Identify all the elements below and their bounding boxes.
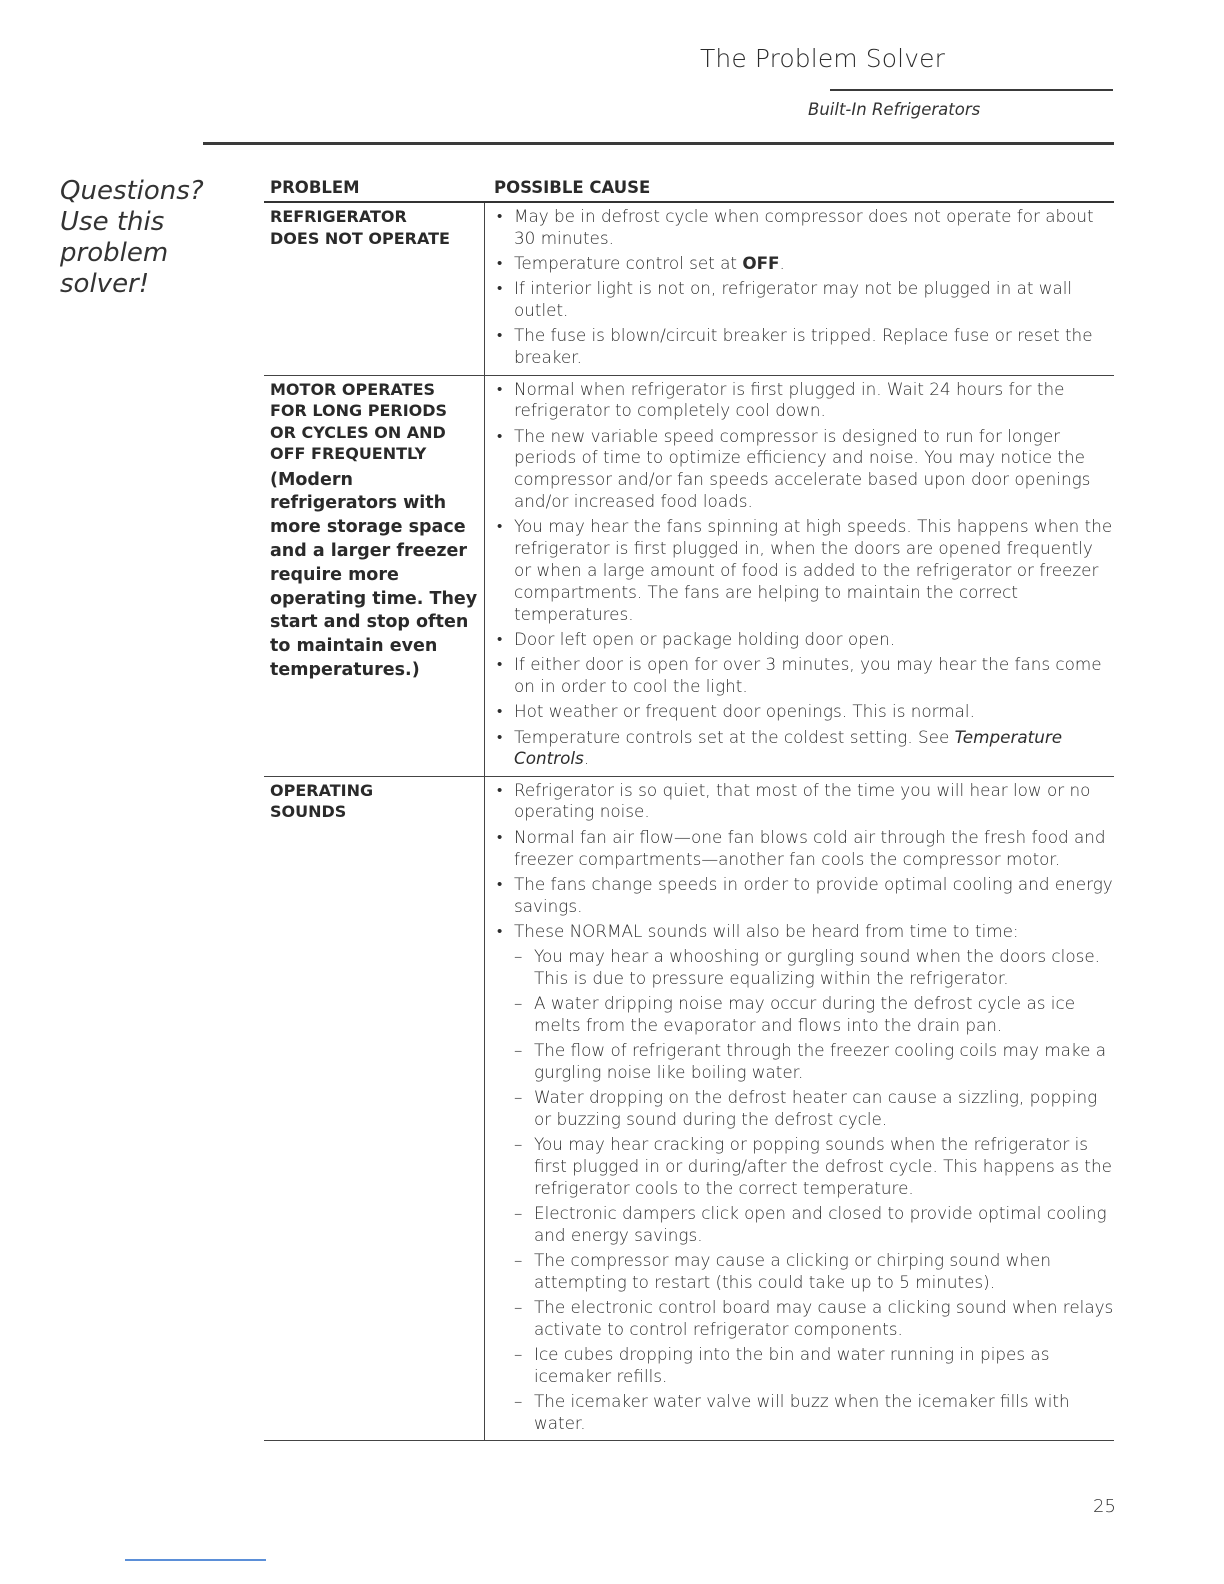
sub-list-item: – You may hear cracking or popping sounds when the refrigerator is first plugged in or during/after the defrost cycle. This happens as the refrigerator cools to the correct temperature. (514, 1134, 1114, 1199)
side-note-line: solver! (60, 269, 150, 299)
cause-cell (485, 777, 1114, 1441)
problem-title (270, 379, 484, 465)
sub-list-item: – You may hear a whooshing or gurgling sound when the doors close. This is due to pressure equalizing within the refrigerator. (514, 946, 1114, 990)
cause-cell (485, 376, 1114, 776)
sub-list-item: – The electronic control board may cause a clicking sound when relays activate to control refrigerator components. (514, 1297, 1114, 1341)
problem-title-line: MOTOR OPERATES (270, 379, 436, 399)
list-item-text: These NORMAL sounds will also be heard from time to time: (514, 920, 1019, 941)
list-item (494, 253, 1114, 275)
problem-title (270, 206, 484, 249)
cause-cell (485, 203, 1114, 375)
problem-cell (264, 376, 485, 776)
list-item: • Refrigerator is so quiet, that most of the time you will hear low or no operating noise. (494, 780, 1114, 824)
list-item-text: Temperature control set at (514, 253, 743, 274)
sub-list-item: – The flow of refrigerant through the freezer cooling coils may make a gurgling noise like boiling water. (514, 1040, 1114, 1084)
table-row (264, 203, 1114, 376)
problem-cell (264, 777, 485, 1441)
problem-title-line: OR CYCLES ON AND (270, 422, 446, 442)
sub-list-item: – Ice cubes dropping into the bin and water running in pipes as icemaker refills. (514, 1344, 1114, 1388)
list-item: • Hot weather or frequent door openings. This is normal. (494, 701, 1114, 723)
header-rule-long (203, 142, 1114, 145)
list-item: • Normal fan air flow—one fan blows cold air through the fresh food and freezer compartments—another fan cools the compressor motor. (494, 827, 1114, 871)
cross-reference: Temperature Controls (514, 726, 1063, 769)
side-note-line: Questions? (60, 176, 204, 206)
problem-title (270, 780, 484, 823)
table-row (264, 777, 1114, 1442)
sub-list (514, 946, 1114, 1435)
problem-title-line: REFRIGERATOR (270, 207, 407, 226)
side-note (60, 176, 220, 300)
problem-title-line: DOES NOT OPERATE (270, 228, 450, 248)
column-header-cause: POSSIBLE CAUSE (494, 178, 651, 197)
sub-list-item: – A water dripping noise may occur during the defrost cycle as ice melts from the evaporator and flows into the drain pan. (514, 993, 1114, 1037)
sub-list-item: – The icemaker water valve will buzz when the icemaker fills with water. (514, 1391, 1114, 1435)
list-item-bold: OFF (742, 253, 780, 274)
list-item: • The fuse is blown/circuit breaker is tripped. Replace fuse or reset the breaker. (494, 325, 1114, 369)
table-row (264, 376, 1114, 777)
list-item: • The fans change speeds in order to provide optimal cooling and energy savings. (494, 874, 1114, 918)
sub-list-item: – Electronic dampers click open and closed to provide optimal cooling and energy savings. (514, 1203, 1114, 1247)
list-item (494, 921, 1114, 1435)
list-item: • Door left open or package holding door open. (494, 629, 1114, 651)
side-note-line: Use this (60, 207, 165, 237)
list-item: • You may hear the fans spinning at high speeds. This happens when the refrigerator is first plugged in, when the doors are opened frequently or when a large amount of food is added to the refrigerator or freezer compartments. The fans are helping to maintain the correct temperatures. (494, 516, 1114, 625)
problem-title-line: OPERATING (270, 780, 374, 800)
list-item (494, 727, 1114, 771)
list-item: • Normal when refrigerator is first plugged in. Wait 24 hours for the refrigerator to completely cool down. (494, 379, 1114, 423)
list-item-text: . (583, 748, 590, 769)
side-note-line: problem (60, 238, 169, 268)
sub-list-item: – The compressor may cause a clicking or chirping sound when attempting to restart (this could take up to 5 minutes). (514, 1250, 1114, 1294)
header-rule-short (830, 89, 1113, 91)
sub-list-item: – Water dropping on the defrost heater can cause a sizzling, popping or buzzing sound during the defrost cycle. (514, 1087, 1114, 1131)
page-number: 25 (1093, 1496, 1116, 1517)
page-subtitle: Built-In Refrigerators (808, 100, 981, 119)
problem-solver-table (264, 176, 1114, 1441)
column-header-problem: PROBLEM (270, 178, 360, 197)
list-item-text: Temperature controls set at the coldest setting. See (514, 726, 955, 747)
footer-link-line (125, 1559, 266, 1561)
problem-title-line: SOUNDS (270, 802, 347, 822)
table-header (264, 176, 1114, 203)
problem-title-line: OFF FREQUENTLY (270, 444, 427, 464)
list-item: • If either door is open for over 3 minutes, you may hear the fans come on in order to cool the light. (494, 654, 1114, 698)
list-item: • The new variable speed compressor is designed to run for longer periods of time to optimize efficiency and noise. You may notice the compressor and/or fan speeds accelerate based upon door openings and/or increased food loads. (494, 426, 1114, 513)
page-title: The Problem Solver (700, 44, 945, 73)
problem-note: (Modern refrigerators with more storage space and a larger freezer require more operating time. They start and stop often to maintain even temperatures.) (270, 469, 478, 680)
list-item-text: . (779, 253, 785, 274)
list-item: • May be in defrost cycle when compressor does not operate for about 30 minutes. (494, 206, 1114, 250)
problem-cell (264, 203, 485, 375)
problem-title-line: FOR LONG PERIODS (270, 401, 448, 421)
list-item: • If interior light is not on, refrigerator may not be plugged in at wall outlet. (494, 278, 1114, 322)
